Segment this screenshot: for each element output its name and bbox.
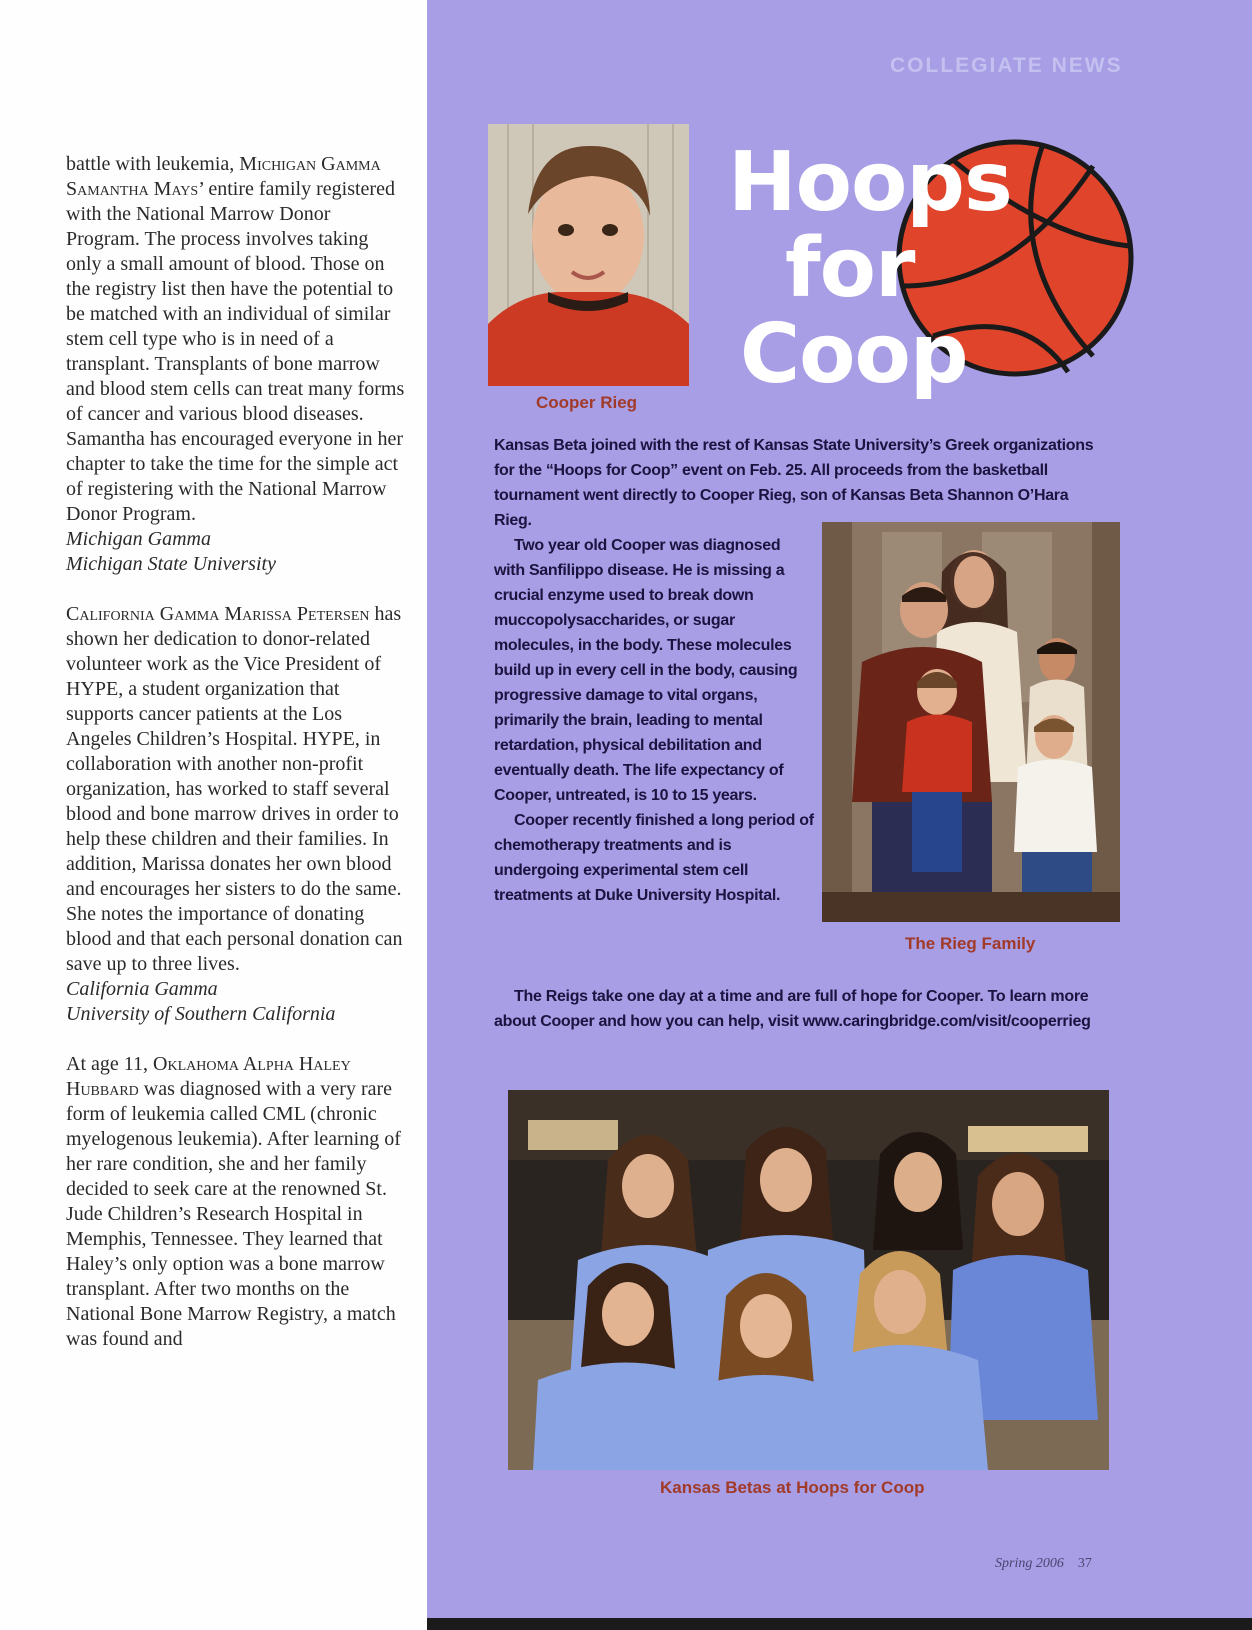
- body-paragraph-1: Two year old Cooper was diagnosed with Sanfilippo disease. He is missing a crucial enzyme used to break down muccopolysaccharides, or sugar molecules, in the body. These molecules build up in every cell in the body, causing progressive damage to vital organs, primarily the brain, leading to mental retardation, physical debilitation and eventually death. The life expectancy of Cooper, untreated, is 10 to 15 years.: [494, 537, 798, 804]
- caption-portrait: Cooper Rieg: [536, 393, 638, 412]
- page-bottom-edge: [427, 1618, 1252, 1630]
- left-article-text: [66, 152, 406, 1352]
- intro-paragraph: Kansas Beta joined with the rest of Kansas State University’s Greek organizations for the “Hoops for Coop” event on Feb. 25. All proceeds from the basketball tournament went directly to Cooper Rieg, son of Kansas Beta Shannon O’Hara Rieg.: [494, 437, 1094, 529]
- article-closing: [494, 984, 1104, 1034]
- caption-family: The Rieg Family: [905, 934, 1036, 953]
- article-intro: [494, 433, 1104, 533]
- paragraph-body: has shown her dedication to donor-related volunteer work as the Vice President of HYPE, a student organization that supports cancer patients at the Los Angeles Children’s Hospital. HYPE, in collaboration with another non-profit organization, has worked to staff several blood and bone marrow drives in order to help these children and their families. In addition, Marissa donates her own blood and encourages her sisters to do the same. She notes the importance of donating blood and that each personal donation can save up to three lives.: [66, 603, 403, 975]
- member-name: Michigan Gamma Samantha Mays: [66, 153, 381, 200]
- member-name: Oklahoma Alpha Haley Hubbard: [66, 1053, 351, 1100]
- signature-chapter: California Gamma: [66, 978, 218, 1000]
- member-name: California Gamma Marissa Petersen: [66, 603, 370, 625]
- paragraph-body: was diagnosed with a very rare form of leukemia called CML (chronic myelogenous leukemia). After learning of her rare condition, she and her family decided to seek care at the renowned St. Jude Children’s Research Hospital in Memphis, Tennessee. They learned that Haley’s only option was a bone marrow transplant. After two months on the National Bone Marrow Registry, a match was found and: [66, 1078, 401, 1350]
- title-line-2: for: [785, 221, 915, 316]
- body-paragraph-2: Cooper recently finished a long period of chemotherapy treatments and is undergoing experimental stem cell treatments at Duke University Hospital.: [494, 812, 814, 904]
- paragraph-california: [66, 602, 406, 977]
- closing-paragraph: The Reigs take one day at a time and are full of hope for Cooper. To learn more about Cooper and how you can help, visit www.caringbridge.com/visit/cooperrieg: [494, 988, 1091, 1030]
- paragraph-lead: battle with leukemia,: [66, 153, 240, 175]
- signature-school: Michigan State University: [66, 553, 276, 575]
- page-number: 37: [1077, 1556, 1092, 1571]
- paragraph-michigan: [66, 152, 406, 527]
- rieg-family-photo: [822, 522, 1120, 922]
- issue-season: Spring 2006: [995, 1556, 1064, 1571]
- section-tag: COLLEGIATE NEWS: [890, 54, 1123, 77]
- signature-chapter: Michigan Gamma: [66, 528, 211, 550]
- paragraph-lead: At age 11,: [66, 1053, 154, 1075]
- left-column: [0, 0, 427, 1630]
- title-line-1: Hoops: [728, 135, 1012, 230]
- article-body: [494, 533, 814, 908]
- title-line-3: Coop: [740, 307, 968, 402]
- paragraph-body: ’ entire family registered with the National Marrow Donor Program. The process involves taking only a small amount of blood. Those on the registry list then have the potential to be matched with an individual of similar stem cell type who is in need of a transplant. Transplants of bone marrow and blood stem cells can treat many forms of cancer and various blood diseases. Samantha has encouraged everyone in her chapter to take the time for the simple act of registering with the National Marrow Donor Program.: [66, 178, 405, 525]
- page-footer: [995, 1556, 1092, 1572]
- paragraph-oklahoma: [66, 1052, 406, 1352]
- signature-school: University of Southern California: [66, 1003, 336, 1025]
- kansas-betas-group-photo: [508, 1090, 1109, 1470]
- caption-group: Kansas Betas at Hoops for Coop: [660, 1478, 925, 1497]
- cooper-portrait-photo: [488, 124, 689, 386]
